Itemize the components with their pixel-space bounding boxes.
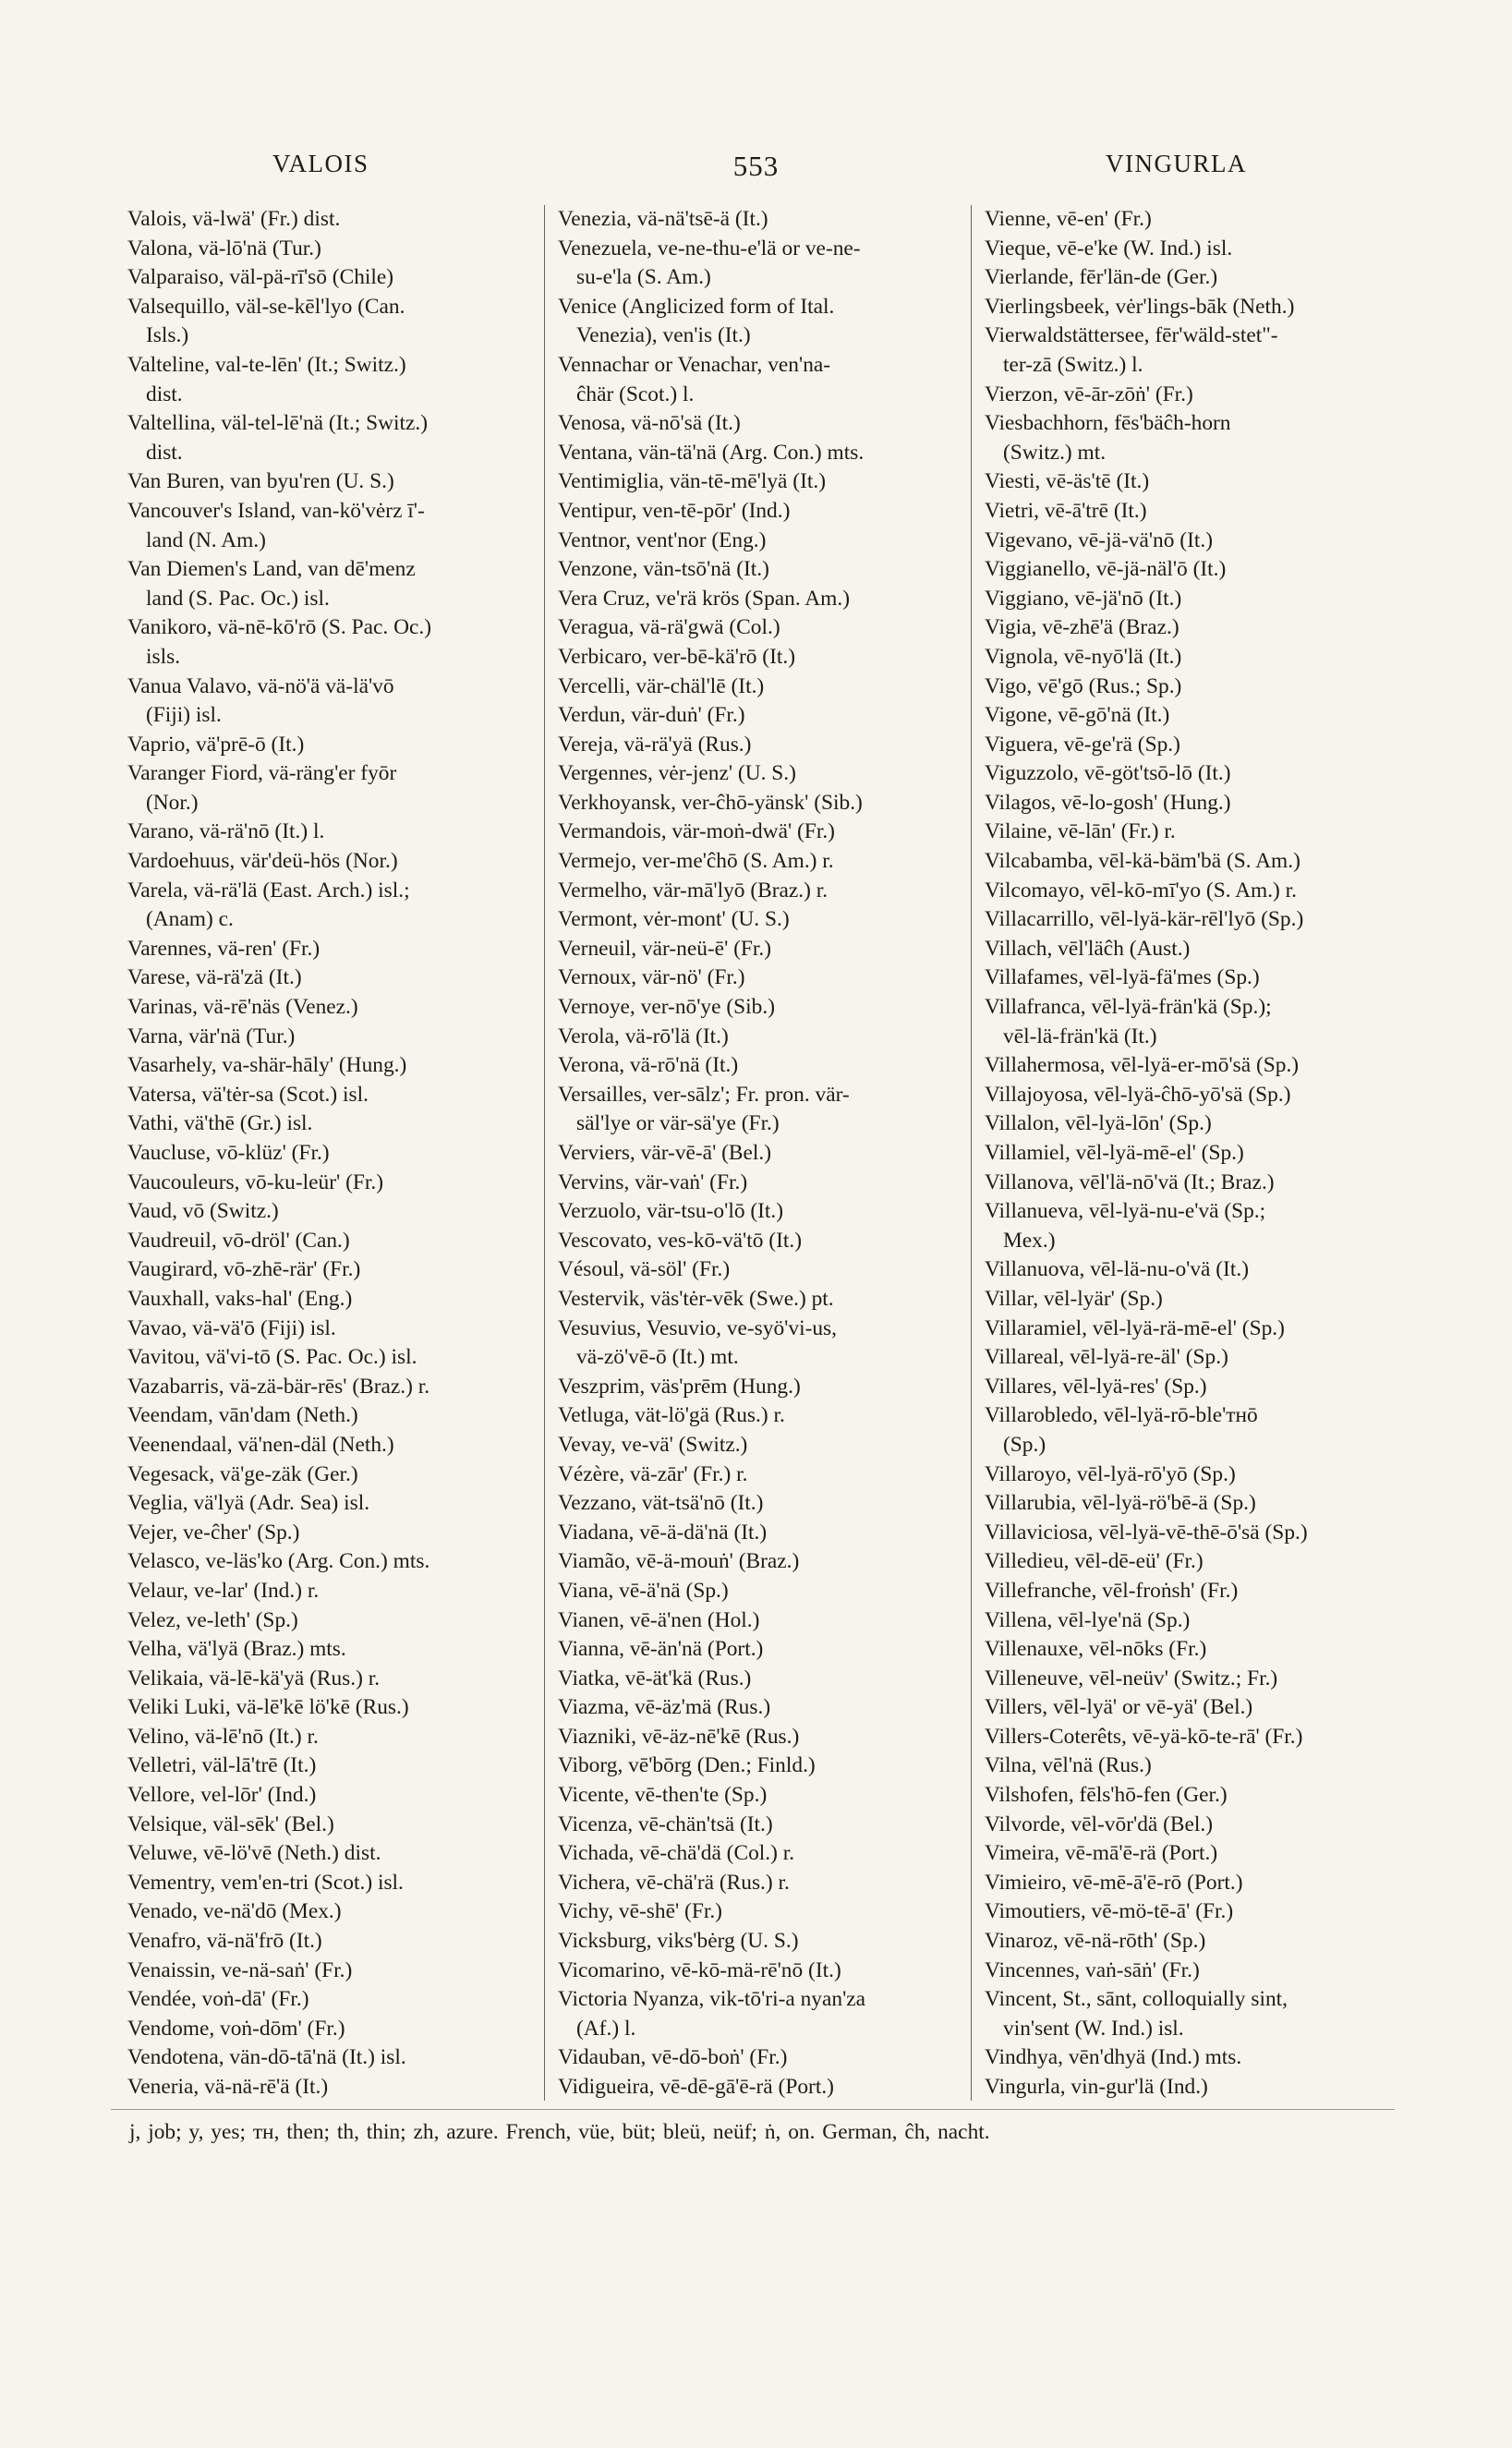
gazetteer-entry: Verkhoyansk, ver-ĉhō-yänsk' (Sib.) [558, 790, 863, 815]
gazetteer-entry: Vavitou, vä'vi-tō (S. Pac. Oc.) isl. [127, 1345, 417, 1370]
gazetteer-entry: Veneria, vä-nä-rē'ä (It.) [127, 2075, 329, 2099]
gazetteer-entry: Vincennes, vaṅ-sāṅ' (Fr.) [985, 1957, 1200, 1982]
gazetteer-entry: Vestervik, väs'tėr-vēk (Swe.) pt. [558, 1286, 834, 1311]
gazetteer-entry: Vezzano, vät-tsä'nō (It.) [558, 1491, 764, 1516]
gazetteer-entry: Villalon, vēl-lyä-lōn' (Sp.) [985, 1111, 1212, 1136]
gazetteer-entry: Vilna, vēl'nä (Rus.) [985, 1753, 1152, 1778]
gazetteer-entry: Venado, ve-nä'dō (Mex.) [127, 1899, 342, 1924]
gazetteer-entry: Villedieu, vēl-dē-eü' (Fr.) [985, 1549, 1204, 1574]
gazetteer-entry: Vendée, voṅ-dā' (Fr.) [127, 1987, 309, 2012]
gazetteer-entry: Veluwe, vē-lö'vē (Neth.) dist. [127, 1841, 381, 1866]
gazetteer-entry: Vaugirard, vō-zhē-rär' (Fr.) [127, 1257, 361, 1282]
gazetteer-entry: Vatersa, vä'tėr-sa (Scot.) isl. [127, 1082, 369, 1107]
gazetteer-entry: Vietri, vē-ā'trē (It.) [985, 498, 1147, 523]
gazetteer-entry: Vellore, vel-lōr' (Ind.) [127, 1783, 317, 1808]
gazetteer-entry: Villamiel, vēl-lyä-mē-el' (Sp.) [985, 1141, 1244, 1165]
gazetteer-entry: Vigia, vē-zhē'ä (Braz.) [985, 615, 1179, 640]
gazetteer-entry: Venezuela, ve-ne-thu-e'lä or ve-ne- [558, 236, 861, 261]
entry-continuation: su-e'la (S. Am.) [576, 265, 711, 290]
gazetteer-entry: Vernoux, vär-nö' (Fr.) [558, 965, 745, 990]
gazetteer-entry: Veliki Luki, vä-lē'kē lö'kē (Rus.) [127, 1695, 409, 1720]
footer-divider [111, 2109, 1395, 2110]
gazetteer-entry: Vingurla, vin-gur'lä (Ind.) [985, 2075, 1208, 2099]
gazetteer-entry: Varela, vä-rä'lä (East. Arch.) isl.; [127, 878, 410, 903]
gazetteer-entry: Venzone, vän-tsō'nä (It.) [558, 557, 769, 582]
gazetteer-entry: Vincent, St., sānt, colloquially sint, [985, 1987, 1288, 2012]
gazetteer-entry: Villafranca, vēl-lyä-frän'kä (Sp.); [985, 995, 1272, 1020]
gazetteer-entry: Vaudreuil, vō-dröl' (Can.) [127, 1228, 350, 1253]
gazetteer-entry: Villefranche, vēl-froṅsh' (Fr.) [985, 1578, 1239, 1603]
gazetteer-entry: Varinas, vä-rē'näs (Venez.) [127, 995, 358, 1020]
entry-continuation: land (N. Am.) [146, 527, 266, 552]
running-head-left: VALOIS [272, 150, 369, 177]
gazetteer-entry: Vermelho, vär-mā'lyō (Braz.) r. [558, 878, 829, 903]
gazetteer-entry: Vementry, vem'en-tri (Scot.) isl. [127, 1870, 404, 1895]
gazetteer-entry: Venezia, vä-nä'tsē-ä (It.) [558, 207, 768, 231]
gazetteer-entry: Vinaroz, vē-nä-rōth' (Sp.) [985, 1929, 1206, 1954]
gazetteer-entry: Viamão, vē-ä-mouṅ' (Braz.) [558, 1549, 800, 1574]
gazetteer-entry: Velaur, ve-lar' (Ind.) r. [127, 1578, 320, 1603]
column-2 [558, 205, 988, 2103]
entry-continuation: vin'sent (W. Ind.) isl. [1003, 2016, 1184, 2041]
column-3 [985, 205, 1415, 2103]
gazetteer-entry: Villanuova, vēl-lä-nu-o'vä (It.) [985, 1257, 1249, 1282]
gazetteer-entry: Villach, vēl'läĉh (Aust.) [985, 936, 1191, 961]
gazetteer-entry: Viborg, vē'bōrg (Den.; Finld.) [558, 1753, 816, 1778]
entry-continuation: dist. [146, 382, 183, 406]
entry-continuation: säl'lye or vär-sä'ye (Fr.) [576, 1111, 780, 1136]
gazetteer-entry: Verdun, vär-duṅ' (Fr.) [558, 703, 745, 728]
gazetteer-entry: Velez, ve-leth' (Sp.) [127, 1607, 298, 1632]
entry-continuation: ter-zā (Switz.) l. [1003, 352, 1143, 377]
gazetteer-entry: Villacarrillo, vēl-lyä-kär-rēl'lyō (Sp.) [985, 907, 1304, 932]
gazetteer-entry: Viesti, vē-äs'tē (It.) [985, 469, 1150, 494]
gazetteer-entry: Versailles, ver-sālz'; Fr. pron. vär- [558, 1082, 850, 1107]
entry-continuation: (Fiji) isl. [146, 703, 222, 728]
gazetteer-entry: Venosa, vä-nō'sä (It.) [558, 411, 741, 436]
gazetteer-entry: Villanueva, vēl-lyä-nu-e'vä (Sp.; [985, 1199, 1266, 1224]
gazetteer-entry: Vauxhall, vaks-hal' (Eng.) [127, 1286, 353, 1311]
gazetteer-entry: Villaramiel, vēl-lyä-rä-mē-el' (Sp.) [985, 1315, 1285, 1340]
gazetteer-entry: Vaud, vō (Switz.) [127, 1199, 279, 1224]
gazetteer-entry: Viadana, vē-ä-dä'nä (It.) [558, 1520, 768, 1545]
gazetteer-entry: Vendotena, vän-dō-tā'nä (It.) isl. [127, 2045, 406, 2070]
entry-continuation: Mex.) [1003, 1228, 1056, 1253]
gazetteer-entry: Veragua, vä-rä'gwä (Col.) [558, 615, 780, 640]
gazetteer-entry: Vevay, ve-vä' (Switz.) [558, 1432, 748, 1457]
gazetteer-entry: Vilcomayo, vēl-kō-mī'yo (S. Am.) r. [985, 878, 1298, 903]
gazetteer-entry: Velsique, väl-sēk' (Bel.) [127, 1812, 334, 1836]
entry-continuation: (Nor.) [146, 790, 199, 815]
gazetteer-entry: Villenauxe, vēl-nōks (Fr.) [985, 1637, 1207, 1662]
entry-continuation: (Af.) l. [576, 2016, 636, 2041]
gazetteer-entry: Verviers, vär-vē-ā' (Bel.) [558, 1141, 772, 1165]
entry-continuation: (Switz.) mt. [1003, 440, 1107, 465]
gazetteer-entry: Vilvorde, vēl-vōr'dä (Bel.) [985, 1812, 1214, 1836]
gazetteer-entry: Vaucouleurs, vō-ku-leür' (Fr.) [127, 1169, 384, 1194]
gazetteer-entry: Vendome, voṅ-dōm' (Fr.) [127, 2016, 345, 2041]
gazetteer-entry: Valona, vä-lō'nä (Tur.) [127, 236, 321, 261]
gazetteer-entry: Vermejo, ver-me'ĉhō (S. Am.) r. [558, 849, 834, 874]
page-number: 553 [732, 150, 780, 182]
gazetteer-entry: Vernoye, ver-nō'ye (Sib.) [558, 995, 775, 1020]
page-header [0, 150, 1512, 187]
gazetteer-entry: Vescovato, ves-kō-vä'tō (It.) [558, 1228, 803, 1253]
gazetteer-entry: Vigevano, vē-jä-vä'nō (It.) [985, 527, 1214, 552]
gazetteer-entry: Veendam, vān'dam (Neth.) [127, 1403, 358, 1428]
gazetteer-entry: Vimieiro, vē-mē-ā'ē-rō (Port.) [985, 1870, 1243, 1895]
gazetteer-entry: Vicomarino, vē-kō-mä-rē'nō (It.) [558, 1957, 841, 1982]
gazetteer-entry: Vilcabamba, vēl-kä-bäm'bä (S. Am.) [985, 849, 1300, 874]
gazetteer-entry: Vanikoro, vä-nē-kō'rō (S. Pac. Oc.) [127, 615, 431, 640]
gazetteer-entry: Venafro, vä-nä'frō (It.) [127, 1929, 322, 1954]
gazetteer-entry: Varennes, vä-ren' (Fr.) [127, 936, 321, 961]
gazetteer-entry: Villeneuve, vēl-neüv' (Switz.; Fr.) [985, 1666, 1278, 1691]
gazetteer-entry: Vaucluse, vō-klüz' (Fr.) [127, 1141, 330, 1165]
gazetteer-entry: Vésoul, vä-söl' (Fr.) [558, 1257, 731, 1282]
gazetteer-entry: Veglia, vä'lyä (Adr. Sea) isl. [127, 1491, 370, 1516]
gazetteer-entry: Verbicaro, ver-bē-kä'rō (It.) [558, 644, 795, 669]
entry-continuation: dist. [146, 440, 183, 465]
entry-continuation: ĉhär (Scot.) l. [576, 382, 695, 406]
gazetteer-entry: Vidauban, vē-dō-boṅ' (Fr.) [558, 2045, 788, 2070]
gazetteer-entry: Varanger Fiord, vä-räng'er fyōr [127, 761, 397, 786]
gazetteer-entry: Verzuolo, vär-tsu-o'lō (It.) [558, 1199, 784, 1224]
gazetteer-entry: Villers-Coterêts, vē-yä-kō-te-rā' (Fr.) [985, 1724, 1303, 1749]
gazetteer-entry: Villar, vēl-lyär' (Sp.) [985, 1286, 1163, 1311]
gazetteer-entry: Viggianello, vē-jä-näl'ō (It.) [985, 557, 1227, 582]
gazetteer-entry: Vicenza, vē-chän'tsä (It.) [558, 1812, 773, 1836]
pronunciation-key: j, job; y, yes; ᴛʜ, then; th, thin; zh, azure. French, vüe, büt; bleü, neüf; ṅ, on. German, ĉh, nacht. [129, 2120, 990, 2144]
gazetteer-entry: Vieque, vē-e'ke (W. Ind.) isl. [985, 236, 1233, 261]
gazetteer-entry: Ventimiglia, vän-tē-mē'lyä (It.) [558, 469, 826, 494]
gazetteer-entry: Velha, vä'lyä (Braz.) mts. [127, 1637, 346, 1662]
gazetteer-entry: Vesuvius, Vesuvio, ve-syö'vi-us, [558, 1315, 838, 1340]
gazetteer-entry: Vejer, ve-ĉher' (Sp.) [127, 1520, 300, 1545]
gazetteer-entry: Vereja, vä-rä'yä (Rus.) [558, 732, 752, 757]
gazetteer-entry: Velasco, ve-läs'ko (Arg. Con.) mts. [127, 1549, 430, 1574]
gazetteer-entry: Vierlingsbeek, vėr'lings-bāk (Neth.) [985, 294, 1295, 319]
gazetteer-entry: Vennachar or Venachar, ven'na- [558, 352, 831, 377]
gazetteer-entry: Ventnor, vent'nor (Eng.) [558, 527, 767, 552]
gazetteer-entry: Viggiano, vē-jä'nō (It.) [985, 586, 1182, 611]
gazetteer-entry: Ventipur, ven-tē-pōr' (Ind.) [558, 498, 791, 523]
gazetteer-entry: Verola, vä-rō'lä (It.) [558, 1024, 729, 1048]
gazetteer-entry: Venaissin, ve-nä-saṅ' (Fr.) [127, 1957, 353, 1982]
gazetteer-entry: Vilagos, vē-lo-gosh' (Hung.) [985, 790, 1231, 815]
gazetteer-entry: Villarobledo, vēl-lyä-rō-ble'ᴛʜō [985, 1403, 1258, 1428]
gazetteer-entry: Villarubia, vēl-lyä-rö'bē-ä (Sp.) [985, 1491, 1256, 1516]
gazetteer-entry: Van Diemen's Land, van dē'menz [127, 557, 416, 582]
gazetteer-entry: Villaviciosa, vēl-lyä-vē-thē-ō'sä (Sp.) [985, 1520, 1308, 1545]
gazetteer-entry: Vavao, vä-vä'ō (Fiji) isl. [127, 1315, 336, 1340]
gazetteer-entry: Vidigueira, vē-dē-gā'ē-rä (Port.) [558, 2075, 834, 2099]
gazetteer-entry: Viguzzolo, vē-göt'tsō-lō (It.) [985, 761, 1231, 786]
gazetteer-entry: Varna, vär'nä (Tur.) [127, 1024, 296, 1048]
gazetteer-entry: Velletri, väl-lā'trē (It.) [127, 1753, 317, 1778]
gazetteer-entry: Viesbachhorn, fēs'bäĉh-horn [985, 411, 1231, 436]
gazetteer-entry: Vianen, vē-ä'nen (Hol.) [558, 1607, 760, 1632]
column-divider [971, 205, 972, 2101]
running-head-right: VINGURLA [1106, 150, 1247, 177]
gazetteer-entry: Vindhya, vēn'dhyä (Ind.) mts. [985, 2045, 1242, 2070]
gazetteer-entry: Ventana, vän-tä'nä (Arg. Con.) mts. [558, 440, 865, 465]
entry-continuation: (Sp.) [1003, 1432, 1046, 1457]
gazetteer-entry: Vigo, vē'gō (Rus.; Sp.) [985, 673, 1182, 698]
gazetteer-entry: Viatka, vē-ät'kä (Rus.) [558, 1666, 752, 1691]
gazetteer-entry: Vézère, vä-zār' (Fr.) r. [558, 1461, 748, 1486]
gazetteer-entry: Villers, vēl-lyä' or vē-yä' (Bel.) [985, 1695, 1253, 1720]
column-1 [127, 205, 558, 2103]
entry-continuation: Isls.) [146, 323, 189, 348]
gazetteer-entry: Villanova, vēl'lä-nō'vä (It.; Braz.) [985, 1169, 1275, 1194]
gazetteer-entry: Valparaiso, väl-pä-rī'sō (Chile) [127, 265, 394, 290]
gazetteer-entry: Vierwaldstättersee, fēr'wäld-stet"- [985, 323, 1278, 348]
gazetteer-entry: Villareal, vēl-lyä-re-äl' (Sp.) [985, 1345, 1228, 1370]
gazetteer-entry: Verneuil, vär-neü-ē' (Fr.) [558, 936, 772, 961]
entry-continuation: isls. [146, 644, 181, 669]
gazetteer-entry: Venice (Anglicized form of Ital. [558, 294, 835, 319]
gazetteer-entry: Viazniki, vē-äz-nē'kē (Rus.) [558, 1724, 800, 1749]
gazetteer-entry: Viguera, vē-ge'rä (Sp.) [985, 732, 1180, 757]
gazetteer-entry: Vera Cruz, ve'rä krös (Span. Am.) [558, 586, 851, 611]
gazetteer-entry: Villaroyo, vēl-lyä-rō'yō (Sp.) [985, 1461, 1236, 1486]
gazetteer-entry: Veenendaal, vä'nen-däl (Neth.) [127, 1432, 394, 1457]
gazetteer-entry: Vaprio, vä'prē-ō (It.) [127, 732, 305, 757]
entry-continuation: vä-zö'vē-ō (It.) mt. [576, 1345, 739, 1370]
gazetteer-entry: Varese, vä-rä'zä (It.) [127, 965, 302, 990]
column-divider [544, 205, 545, 2101]
gazetteer-entry: Villafames, vēl-lyä-fä'mes (Sp.) [985, 965, 1260, 990]
entry-continuation: vēl-lä-frän'kä (It.) [1003, 1024, 1157, 1048]
gazetteer-entry: Valois, vä-lwä' (Fr.) dist. [127, 207, 341, 231]
gazetteer-entry: Viana, vē-ä'nä (Sp.) [558, 1578, 729, 1603]
gazetteer-entry: Velino, vä-lē'nō (It.) r. [127, 1724, 319, 1749]
gazetteer-entry: Vichy, vē-shē' (Fr.) [558, 1899, 722, 1924]
gazetteer-entry: Valtellina, väl-tel-lē'nä (It.; Switz.) [127, 411, 429, 436]
gazetteer-entry: Villajoyosa, vēl-lyä-ĉhō-yō'sä (Sp.) [985, 1082, 1291, 1107]
gazetteer-entry: Vierzon, vē-ār-zōṅ' (Fr.) [985, 382, 1193, 406]
gazetteer-entry: Vignola, vē-nyō'lä (It.) [985, 644, 1182, 669]
gazetteer-entry: Vergennes, vėr-jenz' (U. S.) [558, 761, 796, 786]
gazetteer-entry: Vimeira, vē-mā'ē-rä (Port.) [985, 1841, 1218, 1866]
gazetteer-entry: Van Buren, van byu'ren (U. S.) [127, 469, 394, 494]
gazetteer-entry: Vazabarris, vä-zä-bär-rēs' (Braz.) r. [127, 1374, 430, 1399]
gazetteer-entry: Verona, vä-rō'nä (It.) [558, 1053, 739, 1078]
gazetteer-entry: Vigone, vē-gō'nä (It.) [985, 703, 1170, 728]
gazetteer-entry: Vienne, vē-en' (Fr.) [985, 207, 1152, 231]
gazetteer-entry: Vetluga, vät-lö'gä (Rus.) r. [558, 1403, 785, 1428]
gazetteer-entry: Vilaine, vē-lān' (Fr.) r. [985, 819, 1176, 844]
gazetteer-entry: Vardoehuus, vär'deü-hös (Nor.) [127, 849, 398, 874]
gazetteer-entry: Viazma, vē-äz'mä (Rus.) [558, 1695, 771, 1720]
gazetteer-entry: Vianna, vē-än'nä (Port.) [558, 1637, 764, 1662]
entry-continuation: (Anam) c. [146, 907, 234, 932]
gazetteer-entry: Vegesack, vä'ge-zäk (Ger.) [127, 1461, 358, 1486]
entry-continuation: Venezia), ven'is (It.) [576, 323, 751, 348]
gazetteer-entry: Vermont, vėr-mont' (U. S.) [558, 907, 790, 932]
gazetteer-entry: Vichada, vē-chä'dä (Col.) r. [558, 1841, 795, 1866]
gazetteer-entry: Vilshofen, fēls'hō-fen (Ger.) [985, 1783, 1228, 1808]
gazetteer-entry: Vermandois, vär-moṅ-dwä' (Fr.) [558, 819, 835, 844]
gazetteer-entry: Vanua Valavo, vä-nö'ä vä-lä'vō [127, 673, 394, 698]
entry-continuation: land (S. Pac. Oc.) isl. [146, 586, 330, 611]
gazetteer-entry: Victoria Nyanza, vik-tō'ri-a nyan'za [558, 1987, 866, 2012]
gazetteer-entry: Vicente, vē-then'te (Sp.) [558, 1783, 768, 1808]
gazetteer-entry: Vancouver's Island, van-kö'vėrz ī'- [127, 498, 425, 523]
gazetteer-entry: Vicksburg, viks'bėrg (U. S.) [558, 1929, 799, 1954]
gazetteer-entry: Vasarhely, va-shär-hāly' (Hung.) [127, 1053, 407, 1078]
gazetteer-entry: Vierlande, fēr'län-de (Ger.) [985, 265, 1218, 290]
gazetteer-entry: Valteline, val-te-lēn' (It.; Switz.) [127, 352, 406, 377]
gazetteer-entry: Vichera, vē-chä'rä (Rus.) r. [558, 1870, 790, 1895]
gazetteer-entry: Veszprim, väs'prēm (Hung.) [558, 1374, 801, 1399]
gazetteer-entry: Vervins, vär-vaṅ' (Fr.) [558, 1169, 748, 1194]
gazetteer-entry: Villena, vēl-lye'nä (Sp.) [985, 1607, 1191, 1632]
gazetteer-entry: Valsequillo, väl-se-kēl'lyo (Can. [127, 294, 405, 319]
gazetteer-entry: Varano, vä-rä'nō (It.) l. [127, 819, 325, 844]
gazetteer-entry: Vathi, vä'thē (Gr.) isl. [127, 1111, 313, 1136]
gazetteer-entry: Villahermosa, vēl-lyä-er-mō'sä (Sp.) [985, 1053, 1300, 1078]
gazetteer-entry: Villares, vēl-lyä-res' (Sp.) [985, 1374, 1207, 1399]
gazetteer-entry: Velikaia, vä-lē-kä'yä (Rus.) r. [127, 1666, 381, 1691]
gazetteer-entry: Vimoutiers, vē-mö-tē-ā' (Fr.) [985, 1899, 1234, 1924]
gazetteer-entry: Vercelli, vär-chäl'lē (It.) [558, 673, 765, 698]
